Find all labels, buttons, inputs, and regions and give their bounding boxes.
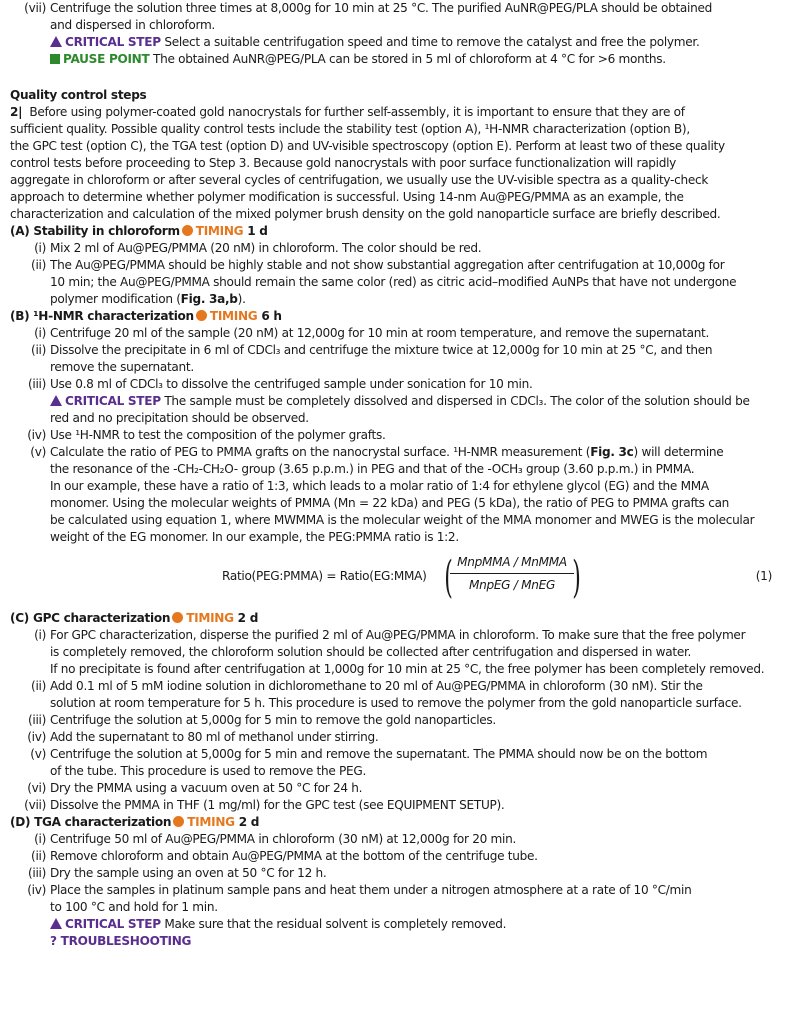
option-a-step <box>10 240 780 257</box>
timing-dot-icon <box>172 612 183 623</box>
option-d-steps <box>10 831 780 916</box>
timing-label: TIMING <box>187 815 235 829</box>
qc-line: the GPC test (option C), the TGA test (option D) and UV-visible spectroscopy (option E). Perform at least two of these quality <box>10 139 725 153</box>
step-text: In our example, these have a ratio of 1:3, which leads to a molar ratio of 1:4 for ethylene glycol (EG) and the MMA <box>50 479 709 493</box>
step-text: Centrifuge the solution at 5,000g for 5 min and remove the supernatant. The PMMA should now be on the bottom <box>50 747 708 761</box>
timing-label: TIMING <box>186 611 234 625</box>
step-vii-intro <box>10 0 780 68</box>
equation-denominator: MnpEG / MnEG <box>468 578 556 592</box>
step-number: (ii) <box>31 849 46 863</box>
option-c-steps <box>10 627 780 814</box>
step-text: is completely removed, the chloroform solution should be collected after centrifugation and dispersed in water. <box>50 645 692 659</box>
step-text: to 100 °C and hold for 1 min. <box>50 900 218 914</box>
step-number: (v) <box>30 445 46 459</box>
step-number: (i) <box>34 832 46 846</box>
step-text: Add the supernatant to 80 ml of methanol under stirring. <box>50 730 379 744</box>
option-b-heading <box>10 308 780 325</box>
equation-fraction <box>450 554 574 594</box>
step-text: Dry the PMMA using a vacuum oven at 50 °C for 24 h. <box>50 781 363 795</box>
pause-point-label: PAUSE POINT <box>63 52 150 66</box>
step-number: 2| <box>10 105 23 119</box>
protocol-step <box>10 678 780 712</box>
step-text: The Au@PEG/PMMA should be highly stable and not show substantial aggregation after centrifugation at 10,000g for <box>50 258 725 272</box>
warning-triangle-icon <box>50 918 62 929</box>
option-b-step <box>10 427 780 444</box>
pause-point-note <box>50 51 780 68</box>
step-number: (iv) <box>27 883 46 897</box>
step-number: (iv) <box>27 428 46 442</box>
step-text: solution at room temperature for 5 h. This procedure is used to remove the polymer from the gold nanoparticle surface. <box>50 696 742 710</box>
step-number: (ii) <box>31 679 46 693</box>
step-text: Use 0.8 ml of CDCl₃ to dissolve the centrifuged sample under sonication for 10 min. <box>50 377 533 391</box>
step-number: (i) <box>34 326 46 340</box>
step-number: (i) <box>34 241 46 255</box>
timing-label: TIMING <box>209 309 258 323</box>
step-text: Place the samples in platinum sample pans and heat them under a nitrogen atmosphere at a rate of 10 °C/min <box>50 883 692 897</box>
equation-numerator: MnpMMA / MnMMA <box>450 554 574 574</box>
step-text: For GPC characterization, disperse the purified 2 ml of Au@PEG/PMMA in chloroform. To make sure that the free polymer <box>50 628 746 642</box>
troubleshooting-link[interactable]: ? TROUBLESHOOTING <box>50 934 192 948</box>
option-a-step <box>10 257 780 308</box>
step-text: Centrifuge the solution at 5,000g for 5 min to remove the gold nanoparticles. <box>50 713 496 727</box>
protocol-page <box>10 0 780 950</box>
step-number: (iii) <box>27 713 46 727</box>
pause-square-icon <box>50 54 60 64</box>
qc-line: approach to determine whether polymer modification is successful. Using 14-nm Au@PEG/PMMA as an example, the <box>10 190 684 204</box>
protocol-step <box>10 848 780 865</box>
step-text: Mix 2 ml of Au@PEG/PMMA (20 nM) in chloroform. The color should be red. <box>50 241 482 255</box>
step-text: Remove chloroform and obtain Au@PEG/PMMA at the bottom of the centrifuge tube. <box>50 849 538 863</box>
timing-value: 2 d <box>238 815 260 829</box>
step-text: Centrifuge 20 ml of the sample (20 nM) at 12,000g for 10 min at room temperature, and remove the supernatant. <box>50 326 710 340</box>
qc-line: characterization and calculation of the mixed polymer brush density on the gold nanoparticle surface are briefly described. <box>10 207 721 221</box>
step-text: If no precipitate is found after centrifugation at 1,000g for 10 min at 25 °C, the free polymer has been completely removed. <box>50 662 765 676</box>
step-text: be calculated using equation 1, where MWMMA is the molecular weight of the MMA monomer and MWEG is the molecular <box>50 513 755 527</box>
right-paren: ) <box>572 552 581 603</box>
equation-1 <box>10 552 780 606</box>
step-text: and dispersed in chloroform. <box>50 18 215 32</box>
qc-line: aggregate in chloroform or after several cycles of centrifugation, we usually use the UV-visible spectra as a quality-check <box>10 173 709 187</box>
step-number: (vii) <box>24 1 46 15</box>
warning-triangle-icon <box>50 36 62 47</box>
option-d-heading <box>10 814 780 831</box>
step-text: monomer. Using the molecular weights of PMMA (Mn = 22 kDa) and PEG (5 kDa), the ratio of PEG to PMMA grafts can <box>50 496 730 510</box>
timing-value: 6 h <box>261 309 282 323</box>
step-text: the resonance of the -CH₂-CH₂O- group (3.65 p.p.m.) in PEG and that of the -OCH₃ group (3.60 p.p.m.) in PMMA. <box>50 462 695 476</box>
step-text: Centrifuge 50 ml of Au@PEG/PMMA in chloroform (30 nM) at 12,000g for 20 min. <box>50 832 517 846</box>
step-number: (vi) <box>27 781 46 795</box>
step-number: (iii) <box>27 377 46 391</box>
step-text: remove the supernatant. <box>50 360 194 374</box>
protocol-step <box>10 729 780 746</box>
step-number: (i) <box>34 628 46 642</box>
critical-step-text: red and no precipitation should be observed. <box>50 411 309 425</box>
option-title: (B) ¹H-NMR characterization <box>10 309 194 323</box>
protocol-step <box>10 882 780 916</box>
option-b-step <box>10 376 780 427</box>
step-number: (ii) <box>31 258 46 272</box>
option-title: (C) GPC characterization <box>10 611 171 625</box>
timing-label: TIMING <box>195 224 244 238</box>
step-text: weight of the EG monomer. In our example, the PEG:PMMA ratio is 1:2. <box>50 530 459 544</box>
timing-value: 2 d <box>237 611 259 625</box>
option-c-heading <box>10 610 780 627</box>
step-text: Dissolve the precipitate in 6 ml of CDCl₃ and centrifuge the mixture twice at 12,000g for 10 min at 25 °C, and then <box>50 343 713 357</box>
critical-step-note <box>50 393 780 410</box>
option-title: (D) TGA characterization <box>10 815 172 829</box>
step-text: of the tube. This procedure is used to remove the PEG. <box>50 764 366 778</box>
critical-step-label: CRITICAL STEP <box>65 35 161 49</box>
step-text: Dissolve the PMMA in THF (1 mg/ml) for the GPC test (see EQUIPMENT SETUP). <box>50 798 505 812</box>
critical-step-note <box>50 916 780 933</box>
protocol-step <box>10 780 780 797</box>
timing-value: 1 d <box>247 224 268 238</box>
protocol-step <box>10 627 780 678</box>
critical-step-text: Select a suitable centrifugation speed and time to remove the catalyst and free the polymer. <box>164 35 700 49</box>
timing-dot-icon <box>196 310 207 321</box>
figure-ref: Fig. 3c <box>590 445 634 459</box>
critical-step-label: CRITICAL STEP <box>65 394 161 408</box>
qc-line: Before using polymer-coated gold nanocrystals for further self-assembly, it is important to ensure that they are of <box>29 105 685 119</box>
option-title: (A) Stability in chloroform <box>10 224 180 238</box>
option-a-heading <box>10 223 780 240</box>
step-number: (v) <box>30 747 46 761</box>
equation-number: (1) <box>755 569 772 583</box>
option-b-step <box>10 342 780 376</box>
protocol-step <box>10 865 780 882</box>
critical-step-text: The sample must be completely dissolved and dispersed in CDCl₃. The color of the solution should be <box>164 394 750 408</box>
option-b-step <box>10 444 780 546</box>
pause-point-text: The obtained AuNR@PEG/PLA can be stored in 5 ml of chloroform at 4 °C for >6 months. <box>153 52 666 66</box>
step-text: Centrifuge the solution three times at 8,000g for 10 min at 25 °C. The purified AuNR@PEG/PLA should be obtained <box>50 1 712 15</box>
step-text: Use ¹H-NMR to test the composition of the polymer grafts. <box>50 428 386 442</box>
figure-ref: Fig. 3a,b <box>180 292 238 306</box>
protocol-step <box>10 797 780 814</box>
step-number: (iv) <box>27 730 46 744</box>
protocol-step <box>10 746 780 780</box>
left-paren: ( <box>444 552 453 603</box>
qc-line: sufficient quality. Possible quality control tests include the stability test (option A), ¹H-NMR characterization (option B), <box>10 122 690 136</box>
equation-lhs: Ratio(PEG:PMMA) = Ratio(EG:MMA) <box>222 569 427 583</box>
qc-paragraph <box>10 104 780 223</box>
step-number: (vii) <box>24 798 46 812</box>
critical-step-text: Make sure that the residual solvent is completely removed. <box>164 917 507 931</box>
step-text: polymer modification (Fig. 3a,b). <box>50 292 246 306</box>
critical-step-note <box>50 34 780 51</box>
step-number: (iii) <box>27 866 46 880</box>
step-text: Dry the sample using an oven at 50 °C for 12 h. <box>50 866 327 880</box>
option-b-step <box>10 325 780 342</box>
step-text: Add 0.1 ml of 5 mM iodine solution in dichloromethane to 20 ml of Au@PEG/PMMA in chloroform (30 nM). Stir the <box>50 679 703 693</box>
protocol-step <box>10 831 780 848</box>
warning-triangle-icon <box>50 395 62 406</box>
step-text: 10 min; the Au@PEG/PMMA should remain the same color (red) as citric acid–modified AuNPs that have not undergone <box>50 275 737 289</box>
timing-dot-icon <box>173 816 184 827</box>
section-heading-quality-control: Quality control steps <box>10 88 147 102</box>
protocol-step <box>10 712 780 729</box>
critical-step-label: CRITICAL STEP <box>65 917 161 931</box>
qc-line: control tests before proceeding to Step 3. Because gold nanocrystals with poor surface functionalization will rapidly <box>10 156 677 170</box>
step-number: (ii) <box>31 343 46 357</box>
timing-dot-icon <box>182 225 193 236</box>
step-text: Calculate the ratio of PEG to PMMA grafts on the nanocrystal surface. ¹H-NMR measurement (Fig. 3c) will determine <box>50 445 724 459</box>
